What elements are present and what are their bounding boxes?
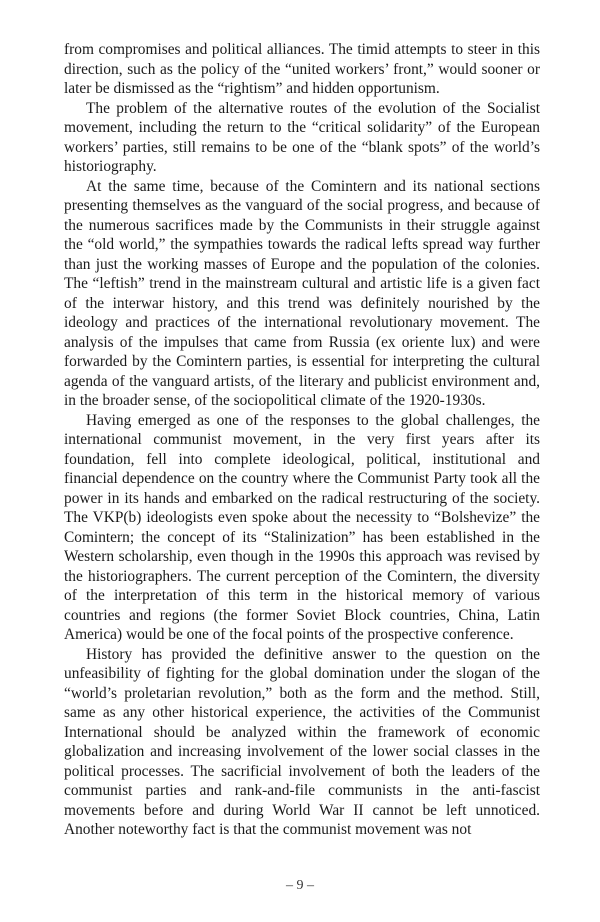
- page-body: [64, 40, 540, 840]
- paragraph-continuation: from compromises and political alliances. The timid attempts to steer in this direction, such as the policy of the “united workers’ front,” would sooner or later be dismissed as the “rightism” and hidden opportunism.: [64, 41, 540, 97]
- page-number: – 9 –: [286, 878, 314, 893]
- paragraph: Having emerged as one of the responses to the global challenges, the international communist movement, in the very first years after its foundation, fell into complete ideological, political, institutional and financial dependence on the country where the Communist Party took all the power in its hands and embarked on the radical restructuring of the society. The VKP(b) ideologists even spoke about the necessity to “Bolshevize” the Comintern; the concept of its “Stalinization” has been established in the Western scholarship, even though in the 1990s this approach was revised by the historiographers. The current perception of the Comintern, the diversity of the interpretation of this term in the historical memory of various countries and regions (the former Soviet Block countries, China, Latin America) would be one of the focal points of the prospective conference.: [64, 411, 540, 643]
- paragraph: History has provided the definitive answer to the question on the unfeasibility of fighting for the global domination under the slogan of the “world’s proletarian revolution,” both as the form and the method. Still, same as any other historical experience, the activities of the Communist International should be analyzed within the framework of economic globalization and increasing involvement of the lower social classes in the political processes. The sacrificial involvement of both the leaders of the communist parties and rank-and-file communists in the anti-fascist movements before and during World War II cannot be left unnoticed. Another noteworthy fact is that the communist movement was not: [64, 645, 540, 838]
- paragraph: At the same time, because of the Comintern and its national sections presenting themselves as the vanguard of the social progress, and because of the numerous sacrifices made by the Communists in their struggle against the “old world,” the sympathies towards the radical lefts spread way further than just the working masses of Europe and the population of the colonies. The “leftish” trend in the mainstream cultural and artistic life is a given fact of the interwar history, and this trend was definitely nourished by the ideology and practices of the international revolutionary movement. The analysis of the impulses that came from Russia (ex oriente lux) and were forwarded by the Comintern parties, is essential for interpreting the cultural agenda of the vanguard artists, of the literary and publicist environment and, in the broader sense, of the sociopolitical climate of the 1920-1930s.: [64, 177, 540, 409]
- paragraph: The problem of the alternative routes of the evolution of the Socialist movement, including the return to the “critical solidarity” of the European workers’ parties, still remains to be one of the “blank spots” of the world’s historiography.: [64, 99, 540, 175]
